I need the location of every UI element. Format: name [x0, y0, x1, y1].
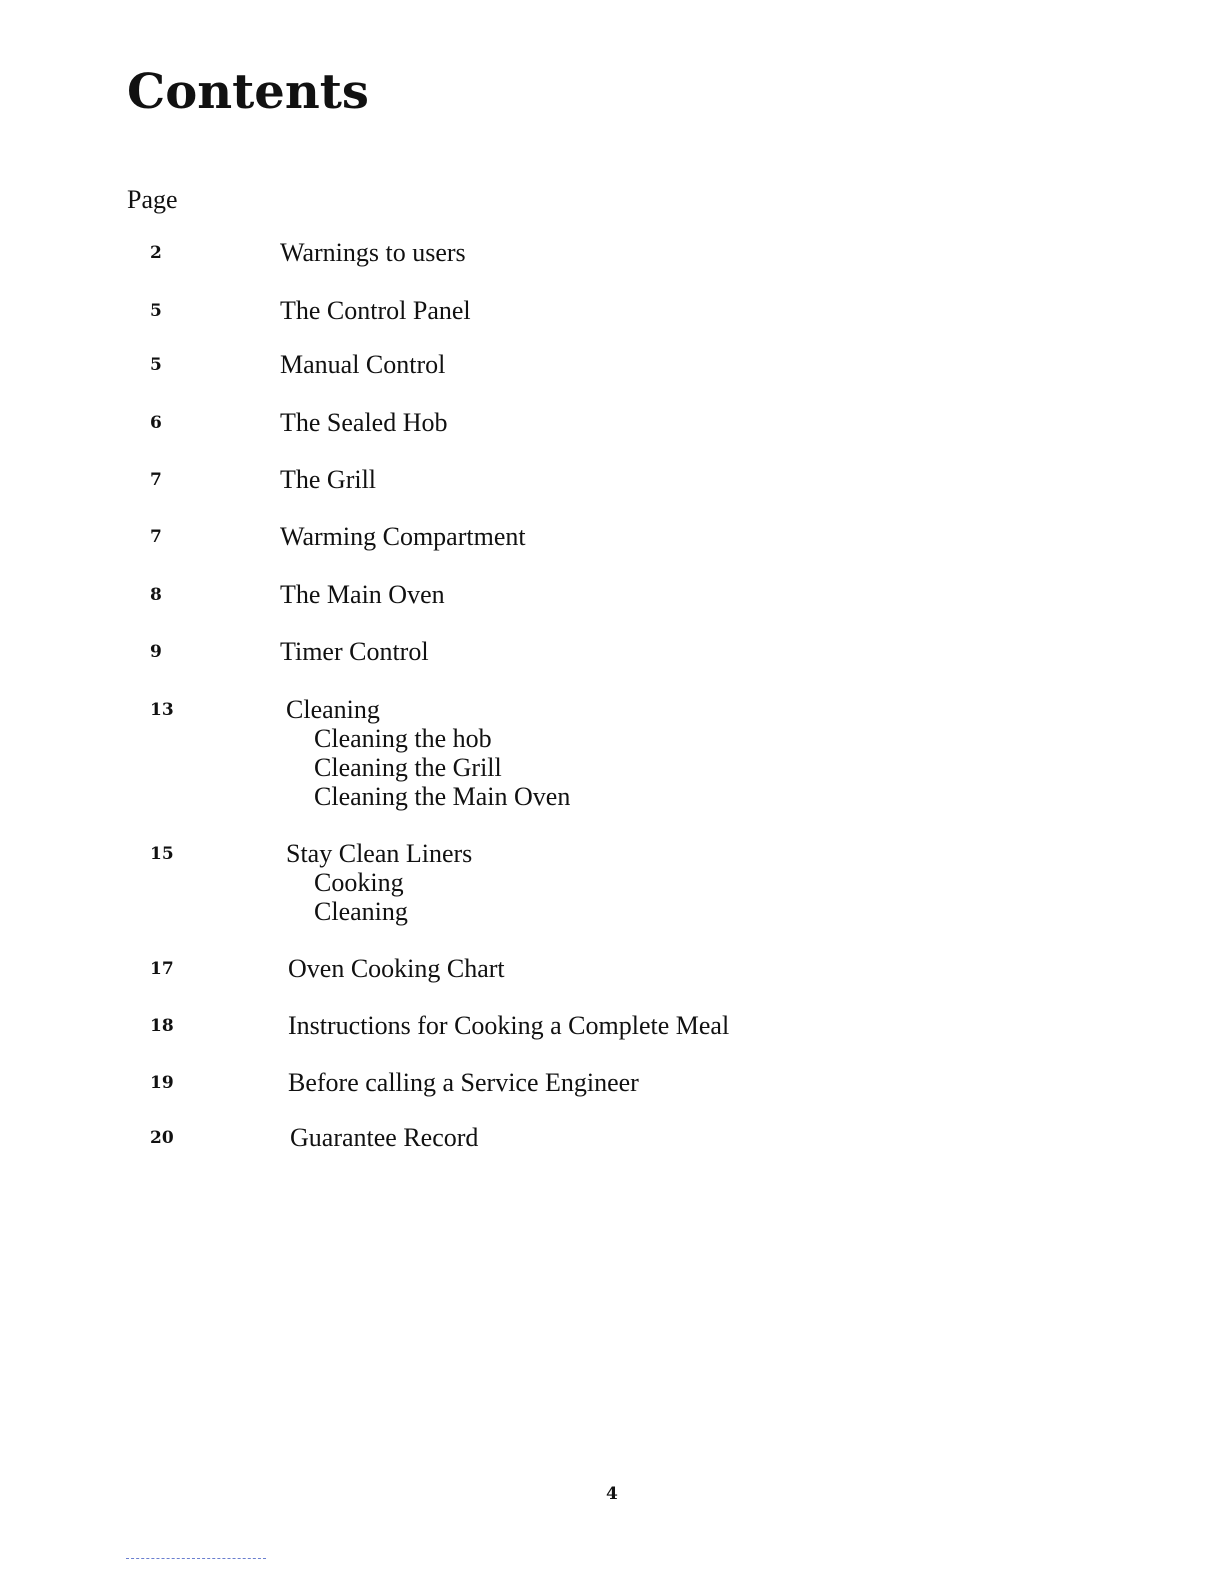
toc-page-number: 8 [150, 585, 162, 605]
toc-title: Stay Clean Liners [286, 839, 473, 868]
toc-title: The Control Panel [280, 296, 471, 325]
toc-subentry: Cleaning the Grill [314, 753, 502, 782]
toc-page-number: 18 [150, 1016, 174, 1036]
toc-subentry: Cleaning the Main Oven [314, 782, 571, 811]
toc-title: Oven Cooking Chart [288, 954, 505, 983]
toc-page-number: 7 [150, 470, 162, 490]
bottom-divider [126, 1558, 266, 1559]
toc-subentry: Cleaning [314, 897, 408, 926]
toc-page-number: 2 [150, 243, 162, 263]
toc-page-number: 15 [150, 844, 174, 864]
toc-subentry: Cooking [314, 868, 404, 897]
toc-page-number: 7 [150, 527, 162, 547]
toc-page-number: 19 [150, 1073, 174, 1093]
toc-title: Before calling a Service Engineer [288, 1068, 639, 1097]
toc-page-number: 5 [150, 355, 162, 375]
toc-title: Cleaning [286, 695, 380, 724]
toc-title: Instructions for Cooking a Complete Meal [288, 1011, 730, 1040]
toc-page-number: 6 [150, 413, 162, 433]
footer-page-number: 4 [606, 1484, 618, 1504]
toc-title: The Grill [280, 465, 377, 494]
toc-subentry: Cleaning the hob [314, 724, 492, 753]
toc-page-number: 20 [150, 1128, 174, 1148]
toc-title: Warming Compartment [280, 522, 526, 551]
toc-title: The Main Oven [280, 580, 445, 609]
toc-title: The Sealed Hob [280, 408, 448, 437]
page-column-label: Page [127, 185, 178, 214]
toc-title: Timer Control [280, 637, 429, 666]
toc-page-number: 5 [150, 301, 162, 321]
toc-title: Guarantee Record [290, 1123, 479, 1152]
toc-title: Warnings to users [280, 238, 466, 267]
toc-page-number: 17 [150, 959, 174, 979]
toc-page-number: 13 [150, 700, 174, 720]
toc-title: Manual Control [280, 350, 446, 379]
page-title: Contents [127, 64, 369, 120]
toc-page-number: 9 [150, 642, 162, 662]
